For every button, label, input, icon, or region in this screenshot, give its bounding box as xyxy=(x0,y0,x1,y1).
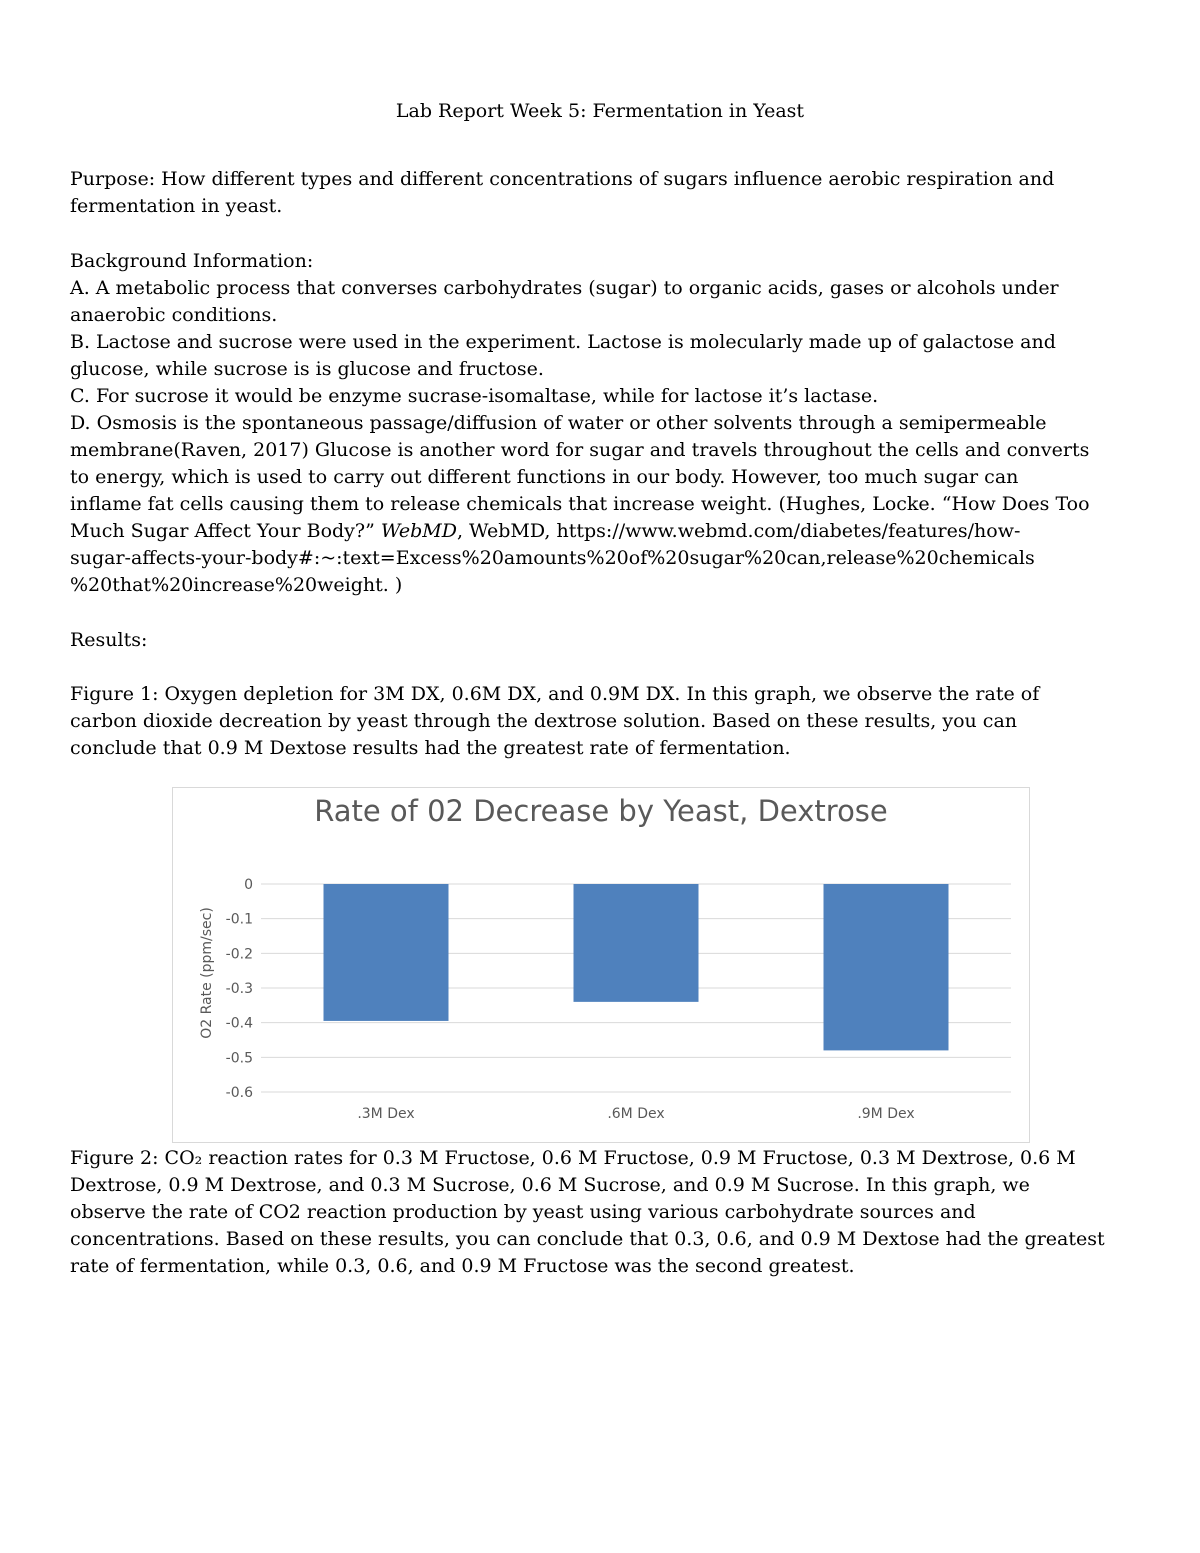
results-heading: Results: xyxy=(70,629,148,651)
citation-line xyxy=(70,518,1130,545)
figure1-line: carbon dioxide decreation by yeast through the dextrose solution. Based on these results, you can xyxy=(70,710,1018,732)
x-tick-label: .9M Dex xyxy=(857,1106,915,1122)
purpose-paragraph xyxy=(70,166,1130,220)
document-title: Lab Report Week 5: Fermentation in Yeast xyxy=(395,100,805,122)
background-line: glucose, while sucrose is is glucose and fructose. xyxy=(70,358,544,380)
figure1-line: conclude that 0.9 M Dextose results had the greatest rate of fermentation. xyxy=(70,737,791,759)
background-line: B. Lactose and sucrose were used in the experiment. Lactose is molecularly made up of galactose and xyxy=(70,331,1056,353)
figure1-chart xyxy=(172,787,1030,1143)
figure2-caption xyxy=(70,1145,1130,1280)
y-tick-label: -0.3 xyxy=(225,981,253,997)
y-axis-label: O2 Rate (ppm/sec) xyxy=(199,907,215,1039)
citation-source: WebMD xyxy=(380,520,457,542)
figure2-line: Dextrose, 0.9 M Dextrose, and 0.3 M Sucrose, 0.6 M Sucrose, and 0.9 M Sucrose. In this graph, we xyxy=(70,1174,1030,1196)
y-tick-label: -0.5 xyxy=(225,1050,253,1067)
x-tick-label: .3M Dex xyxy=(357,1106,415,1122)
purpose-line: fermentation in yeast. xyxy=(70,195,283,217)
figure2-line: rate of fermentation, while 0.3, 0.6, and 0.9 M Fructose was the second greatest. xyxy=(70,1255,855,1277)
background-line: A. A metabolic process that converses carbohydrates (sugar) to organic acids, gases or alcohols under xyxy=(70,277,1059,299)
background-line: D. Osmosis is the spontaneous passage/diffusion of water or other solvents through a semipermeable xyxy=(70,412,1047,434)
citation-post: , WebMD, https://www.webmd.com/diabetes/features/how- xyxy=(456,520,1021,542)
background-heading: Background Information: xyxy=(70,250,314,272)
figure1-caption xyxy=(70,681,1130,762)
y-tick-label: -0.6 xyxy=(225,1085,253,1101)
bar xyxy=(824,884,949,1050)
y-tick-label: -0.2 xyxy=(225,946,253,963)
figure1-line: Figure 1: Oxygen depletion for 3M DX, 0.6M DX, and 0.9M DX. In this graph, we observe the rate of xyxy=(70,683,1040,705)
background-line: membrane(Raven, 2017) Glucose is another word for sugar and travels throughout the cells and converts xyxy=(70,439,1090,461)
background-line: to energy, which is used to carry out different functions in our body. However, too much sugar can xyxy=(70,466,1019,488)
y-tick-label: -0.4 xyxy=(225,1015,253,1032)
bar-chart-svg xyxy=(173,788,1029,1142)
figure2-line: observe the rate of CO2 reaction production by yeast using various carbohydrate sources and xyxy=(70,1201,976,1223)
bar xyxy=(324,884,449,1021)
figure2-line: Figure 2: CO₂ reaction rates for 0.3 M Fructose, 0.6 M Fructose, 0.9 M Fructose, 0.3 M Dextrose, 0.6 M xyxy=(70,1147,1076,1169)
background-line: anaerobic conditions. xyxy=(70,304,278,326)
bars xyxy=(324,884,949,1050)
bar xyxy=(574,884,699,1002)
purpose-line: Purpose: How different types and different concentrations of sugars influence aerobic respiration and xyxy=(70,168,1055,190)
figure2-line: concentrations. Based on these results, you can conclude that 0.3, 0.6, and 0.9 M Dextose had the greatest xyxy=(70,1228,1105,1250)
citation-url-line: %20that%20increase%20weight. ) xyxy=(70,574,403,596)
citation-pre: Much Sugar Affect Your Body?” xyxy=(70,520,381,542)
x-tick-label: .6M Dex xyxy=(607,1106,665,1122)
background-section xyxy=(70,248,1130,599)
x-tick-labels xyxy=(357,1106,914,1122)
y-tick-label: 0 xyxy=(244,877,253,893)
chart-title: Rate of 02 Decrease by Yeast, Dextrose xyxy=(314,794,888,828)
y-tick-label: -0.1 xyxy=(225,911,253,928)
background-line: C. For sucrose it would be enzyme sucrase-isomaltase, while for lactose it’s lactase. xyxy=(70,385,879,407)
y-tick-labels xyxy=(226,877,253,1101)
citation-url-line: sugar-affects-your-body#:~:text=Excess%20amounts%20of%20sugar%20can,release%20chemicals xyxy=(70,547,1035,569)
background-line: inflame fat cells causing them to release chemicals that increase weight. (Hughes, Locke. “How Does Too xyxy=(70,493,1090,515)
